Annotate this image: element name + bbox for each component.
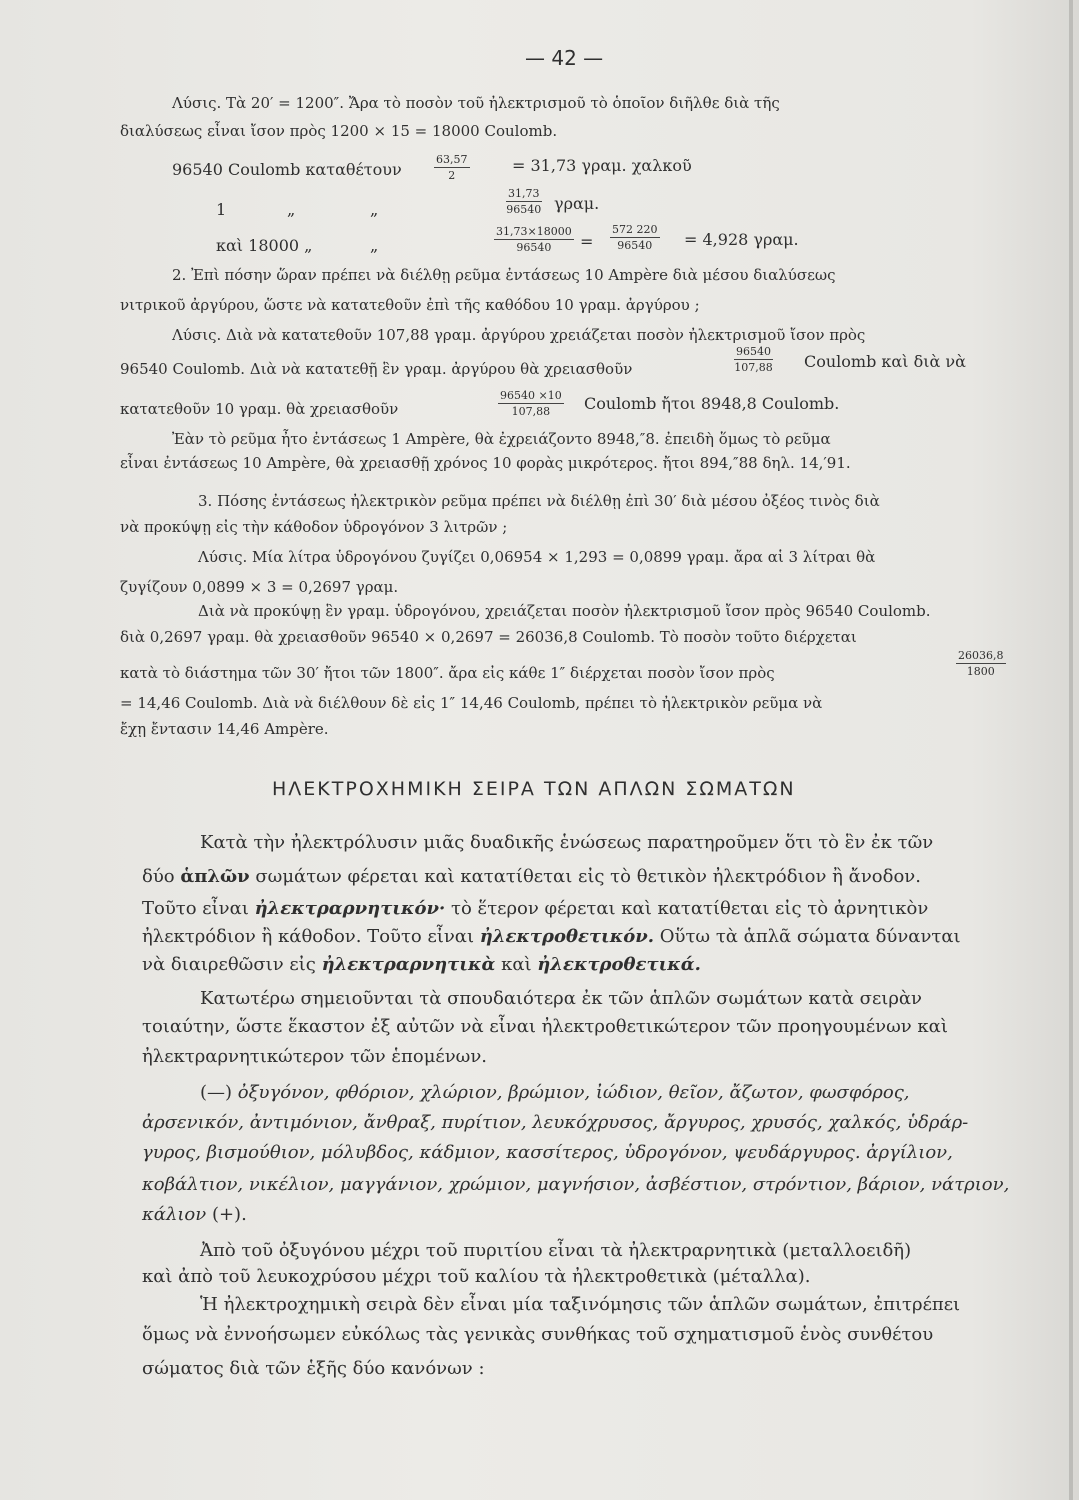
problem2-solution-line2b: Coulomb καὶ διὰ νὰ <box>804 352 966 371</box>
problem3-solution-line7: ἔχῃ ἔντασιν 14,46 Ampère. <box>120 720 329 738</box>
problem3-solution-line1: Λύσις. Μία λίτρα ὑδρογόνου ζυγίζει 0,06954 × 1,293 = 0,0899 γραμ. ἄρα αἱ 3 λίτραι θὰ <box>198 548 876 566</box>
problem2-solution-line3a: κατατεθοῦν 10 γραμ. θὰ χρειασθοῦν <box>120 400 399 418</box>
body-p1-line5d: ἠλεκτροθετικά. <box>537 954 701 975</box>
fraction-5 <box>734 346 773 373</box>
problem2-solution-line2a: 96540 Coulomb. Διὰ νὰ κατατεθῇ ἓν γραμ. ἀργύρου θὰ χρειασθοῦν <box>120 360 633 378</box>
body-p1-line4 <box>142 928 961 946</box>
body-p1-line5 <box>142 956 701 974</box>
body-p3-line2-text: ἀρσενικόν, ἀντιμόνιον, ἄνθραξ, πυρίτιον, λευκόχρυσος, ἄργυρος, χρυσός, χαλκός, ὑδράρ- <box>142 1112 969 1133</box>
page-number: — 42 — <box>525 46 604 70</box>
solution1-line2: διαλύσεως εἶναι ἴσον πρὸς 1200 × 15 = 18000 Coulomb. <box>120 122 558 140</box>
solution1-line4c: „ <box>370 200 379 219</box>
solution1-line4d: γραμ. <box>554 194 600 213</box>
solution1-equals: = <box>580 232 594 251</box>
solution1-line5c: = 4,928 γραμ. <box>684 230 799 249</box>
fraction-6-numerator: 96540 ×10 <box>500 389 562 402</box>
body-p1-line2c: σωμάτων φέρεται καὶ κατατίθεται εἰς τὸ θετικὸν ἠλεκτρόδιον ἢ ἄνοδον. <box>255 866 921 887</box>
body-p3-line1a: (—) <box>200 1082 233 1103</box>
fraction-7 <box>956 650 1006 677</box>
solution1-line5b: „ <box>370 236 379 255</box>
fraction-1 <box>434 154 470 181</box>
fraction-2-denominator: 96540 <box>506 203 542 216</box>
body-p1-line5a: νὰ διαιρεθῶσιν εἰς <box>142 954 316 975</box>
fraction-5-denominator: 107,88 <box>734 361 773 374</box>
fraction-2 <box>506 188 542 215</box>
fraction-5-numerator: 96540 <box>736 345 771 358</box>
body-p3-line5a: κάλιον <box>142 1204 207 1225</box>
body-p1-line2 <box>142 868 921 886</box>
section-heading: ΗΛΕΚΤΡΟΧΗΜΙΚΗ ΣΕΙΡΑ ΤΩΝ ΑΠΛΩΝ ΣΩΜΑΤΩΝ <box>272 778 796 800</box>
problem3-line1: 3. Πόσης ἐντάσεως ἠλεκτρικὸν ρεῦμα πρέπει νὰ διέλθῃ ἐπὶ 30′ διὰ μέσου ὀξέος τινὸς διὰ <box>198 492 880 510</box>
solution1-line3b: = 31,73 γραμ. χαλκοῦ <box>512 156 692 175</box>
body-p3-line1 <box>200 1084 910 1102</box>
body-p5-line3: σώματος διὰ τῶν ἑξῆς δύο κανόνων : <box>142 1358 485 1379</box>
fraction-4-denominator: 96540 <box>617 239 653 252</box>
body-p1-line3c: τὸ ἕτερον φέρεται καὶ κατατίθεται εἰς τὸ ἀρνητικὸν <box>451 898 929 919</box>
fraction-4 <box>610 224 660 251</box>
body-p5-line1: Ἡ ἠλεκτροχημικὴ σειρὰ δὲν εἶναι μία ταξινόμησις τῶν ἁπλῶν σωμάτων, ἐπιτρέπει <box>200 1294 961 1315</box>
page-edge-shadow <box>1069 0 1073 1500</box>
fraction-6-denominator: 107,88 <box>511 405 551 418</box>
body-p3-line1b: ὀξυγόνον, φθόριον, χλώριον, βρώμιον, ἰώδιον, θεῖον, ἄζωτον, φωσφόρος, <box>237 1082 910 1103</box>
body-p1-line1: Κατὰ τὴν ἠλεκτρόλυσιν μιᾶς δυαδικῆς ἑνώσεως παρατηροῦμεν ὅτι τὸ ἓν ἐκ τῶν <box>200 832 934 853</box>
solution1-line5a: καὶ 18000 „ <box>216 236 313 255</box>
body-p3-line2 <box>142 1114 968 1132</box>
body-p1-line3 <box>142 900 928 918</box>
problem3-solution-line4: διὰ 0,2697 γραμ. θὰ χρειασθοῦν 96540 × 0,2697 = 26036,8 Coulomb. Τὸ ποσὸν τοῦτο διέρχεται <box>120 628 857 646</box>
body-p3-line3 <box>142 1144 953 1162</box>
problem2-solution-line5: εἶναι ἐντάσεως 10 Ampère, θὰ χρειασθῇ χρόνος 10 φορὰς μικρότερος. ἤτοι 894,″88 δηλ. 14,′91. <box>120 454 851 472</box>
problem2-line1: 2. Ἐπὶ πόσην ὥραν πρέπει νὰ διέλθῃ ρεῦμα ἐντάσεως 10 Ampère διὰ μέσου διαλύσεως <box>172 266 836 284</box>
fraction-7-numerator: 26036,8 <box>958 649 1004 662</box>
problem2-solution-line4: Ἐὰν τὸ ρεῦμα ἦτο ἐντάσεως 1 Ampère, θὰ ἐχρειάζοντο 8948,″8. ἐπειδὴ ὅμως τὸ ρεῦμα <box>172 430 831 448</box>
fraction-7-denominator: 1800 <box>966 665 995 678</box>
solution1-line1: Λύσις. Τὰ 20′ = 1200″. Ἄρα τὸ ποσὸν τοῦ ἠλεκτρισμοῦ τὸ ὁποῖον διῆλθε διὰ τῆς <box>172 94 780 112</box>
body-p1-line4b: ἠλεκτροθετικόν. <box>479 926 655 947</box>
body-p1-line4c: Οὕτω τὰ ἁπλᾶ σώματα δύνανται <box>659 926 961 947</box>
body-p2-line1: Κατωτέρω σημειοῦνται τὰ σπουδαιότερα ἐκ τῶν ἁπλῶν σωμάτων κατὰ σειρὰν <box>200 988 923 1009</box>
body-p3-line4 <box>142 1176 1009 1194</box>
body-p3-line5 <box>142 1206 247 1224</box>
problem3-solution-line5a: κατὰ τὸ διάστημα τῶν 30′ ἤτοι τῶν 1800″. ἄρα εἰς κάθε 1″ διέρχεται ποσὸν ἴσον πρὸς <box>120 664 775 682</box>
body-p1-line5c: καὶ <box>501 954 532 975</box>
body-p1-line4a: ἠλεκτρόδιον ἢ κάθοδον. Τοῦτο εἶναι <box>142 926 475 947</box>
body-p1-line2b: ἁπλῶν <box>180 866 250 887</box>
fraction-6 <box>498 390 564 417</box>
fraction-2-numerator: 31,73 <box>508 187 540 200</box>
body-p1-line3b: ἠλεκτραρνητικόν· <box>254 898 446 919</box>
solution1-line4a: 1 <box>216 200 227 219</box>
fraction-3-numerator: 31,73×18000 <box>496 225 572 238</box>
problem3-solution-line2: ζυγίζουν 0,0899 × 3 = 0,2697 γραμ. <box>120 578 399 596</box>
problem2-solution-line1: Λύσις. Διὰ νὰ κατατεθοῦν 107,88 γραμ. ἀργύρου χρειάζεται ποσὸν ἠλεκτρισμοῦ ἴσον πρὸς <box>172 326 866 344</box>
fraction-4-numerator: 572 220 <box>612 223 658 236</box>
body-p1-line3a: Τοῦτο εἶναι <box>142 898 249 919</box>
body-p1-line5b: ἠλεκτραρνητικὰ <box>321 954 496 975</box>
body-p3-line3-text: γυρος, βισμούθιον, μόλυβδος, κάδμιον, κασσίτερος, ὑδρογόνον, ψευδάργυρος. ἀργίλιον, <box>142 1142 953 1163</box>
problem2-line2: νιτρικοῦ ἀργύρου, ὥστε νὰ κατατεθοῦν ἐπὶ τῆς καθόδου 10 γραμ. ἀργύρου ; <box>120 296 700 314</box>
problem3-line2: νὰ προκύψῃ εἰς τὴν κάθοδον ὑδρογόνον 3 λιτρῶν ; <box>120 518 508 536</box>
body-p1-line2a: δύο <box>142 866 175 887</box>
body-p2-line3: ἠλεκτραρνητικώτερον τῶν ἑπομένων. <box>142 1046 488 1067</box>
solution1-line3a: 96540 Coulomb καταθέτουν <box>172 160 402 179</box>
body-p3-line5b: (+). <box>211 1204 247 1225</box>
body-p3-line4-text: κοβάλτιον, νικέλιον, μαγγάνιον, χρώμιον, μαγνήσιον, ἀσβέστιον, στρόντιον, βάριον, νάτριον, <box>142 1174 1010 1195</box>
body-p4-line2: καὶ ἀπὸ τοῦ λευκοχρύσου μέχρι τοῦ καλίου τὰ ἠλεκτροθετικὰ (μέταλλα). <box>142 1266 811 1287</box>
solution1-line4b: „ <box>287 200 296 219</box>
body-p2-line2: τοιαύτην, ὥστε ἕκαστον ἐξ αὐτῶν νὰ εἶναι ἠλεκτροθετικώτερον τῶν προηγουμένων καὶ <box>142 1016 948 1037</box>
body-p4-line1: Ἀπὸ τοῦ ὀξυγόνου μέχρι τοῦ πυριτίου εἶναι τὰ ἠλεκτραρνητικὰ (μεταλλοειδῆ) <box>200 1240 912 1261</box>
fraction-3-denominator: 96540 <box>516 241 552 254</box>
fraction-1-numerator: 63,57 <box>436 153 468 166</box>
body-p5-line2: ὅμως νὰ ἐννοήσωμεν εὐκόλως τὰς γενικὰς συνθήκας τοῦ σχηματισμοῦ ἑνὸς συνθέτου <box>142 1324 934 1345</box>
problem3-solution-line3: Διὰ νὰ προκύψῃ ἓν γραμ. ὑδρογόνου, χρειάζεται ποσὸν ἠλεκτρισμοῦ ἴσον πρὸς 96540 Coulomb. <box>198 602 931 620</box>
problem3-solution-line6: = 14,46 Coulomb. Διὰ νὰ διέλθουν δὲ εἰς 1″ 14,46 Coulomb, πρέπει τὸ ἠλεκτρικὸν ρεῦμα νὰ <box>120 694 823 712</box>
fraction-1-denominator: 2 <box>448 169 456 182</box>
fraction-3 <box>494 226 574 253</box>
problem2-solution-line3b: Coulomb ἤτοι 8948,8 Coulomb. <box>584 394 840 413</box>
